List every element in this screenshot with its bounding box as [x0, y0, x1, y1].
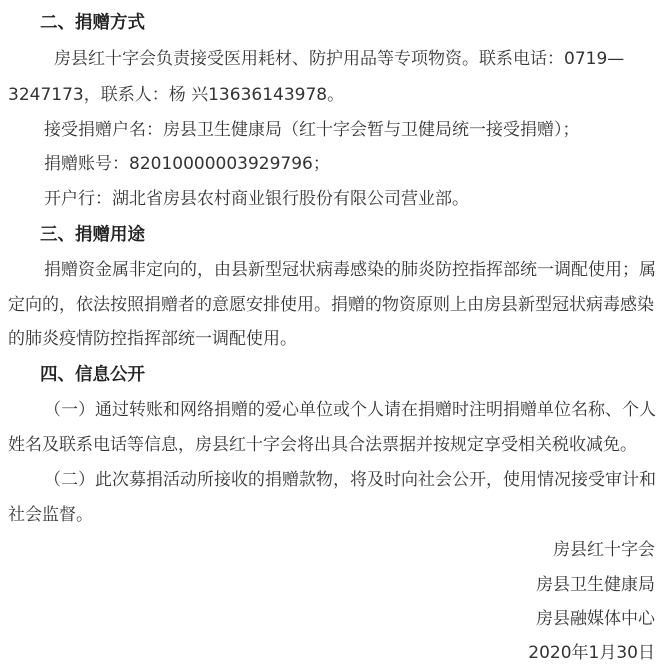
signature-media-center: 房县融媒体中心 — [536, 609, 655, 629]
section-4-item-2-line-1: （二）此次募捐活动所接收的捐赠款物，将及时向社会公开，使用情况接受审计和 — [44, 470, 656, 490]
signature-red-cross: 房县红十字会 — [553, 540, 655, 560]
section-2-contact-line-1: 房县红十字会负责接受医用耗材、防护用品等专项物资。联系电话：0719— — [54, 49, 625, 69]
document-date: 2020年1月30日 — [528, 643, 655, 663]
section-2-heading: 二、捐赠方式 — [40, 13, 145, 33]
account-number-line: 捐赠账号：82010000003929796； — [44, 154, 330, 174]
section-3-line-2: 定向的，依法按照捐赠者的意愿安排使用。捐赠的物资原则上由房县新型冠状病毒感染 — [8, 295, 654, 315]
section-2-contact-line-2: 3247173，联系人：杨 兴13636143978。 — [8, 85, 345, 105]
section-4-heading: 四、信息公开 — [40, 365, 145, 385]
bank-line: 开户行：湖北省房县农村商业银行股份有限公司营业部。 — [44, 189, 469, 209]
section-3-line-1: 捐赠资金属非定向的，由县新型冠状病毒感染的肺炎防控指挥部统一调配使用；属 — [44, 260, 656, 280]
section-4-item-1-line-2: 姓名及联系电话等信息，房县红十字会将出具合法票据并按规定享受相关税收减免。 — [8, 435, 637, 455]
account-name-line: 接受捐赠户名：房县卫生健康局（红十字会暂与卫健局统一接受捐赠）； — [44, 120, 580, 140]
section-3-heading: 三、捐赠用途 — [40, 225, 145, 245]
section-4-item-2-line-2: 社会监督。 — [8, 505, 93, 525]
signature-health-bureau: 房县卫生健康局 — [536, 575, 655, 595]
section-4-item-1-line-1: （一）通过转账和网络捐赠的爱心单位或个人请在捐赠时注明捐赠单位名称、个人 — [44, 400, 656, 420]
section-3-line-3: 的肺炎疫情防控指挥部统一调配使用。 — [8, 329, 297, 349]
